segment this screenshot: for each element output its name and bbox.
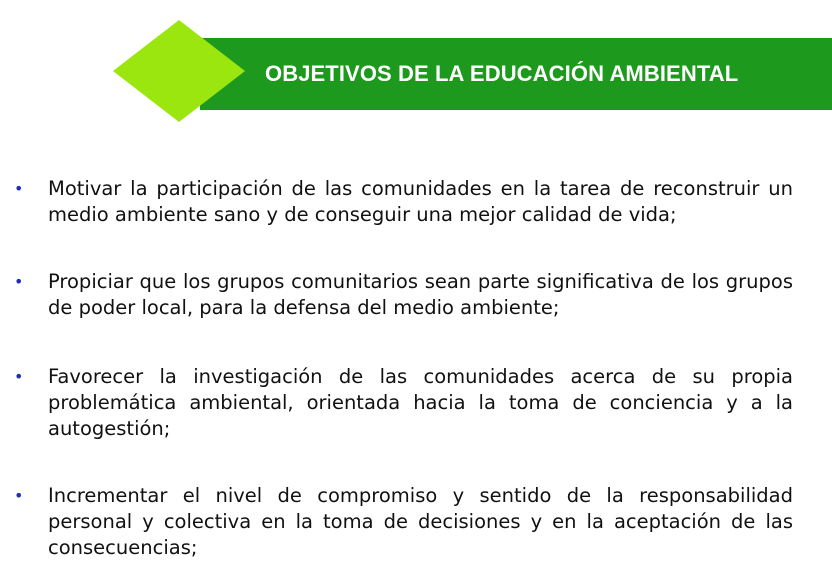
bullet-dot-icon: •: [14, 486, 24, 505]
page-title: OBJETIVOS DE LA EDUCACIÓN AMBIENTAL: [265, 61, 739, 86]
objective-text: Favorecer la investigación de las comunidades acerca de su propia problemática ambiental, orientada hacia la toma de conciencia y a la autogestión;: [48, 365, 793, 440]
bullet-dot-icon: •: [14, 272, 24, 291]
diamond-shape-icon: [113, 20, 245, 122]
objective-text: Propiciar que los grupos comunitarios sean parte significativa de los grupos de poder local, para la defensa del medio ambiente;: [48, 270, 793, 319]
bullet-dot-icon: •: [14, 367, 24, 386]
objective-text: Incrementar el nivel de compromiso y sentido de la responsabilidad personal y colectiva en la toma de decisiones y en la aceptación de las consecuencias;: [48, 484, 793, 559]
objective-text: Motivar la participación de las comunidades en la tarea de reconstruir un medio ambiente sano y de conseguir una mejor calidad de vida;: [48, 177, 793, 226]
bullet-dot-icon: •: [14, 179, 24, 198]
